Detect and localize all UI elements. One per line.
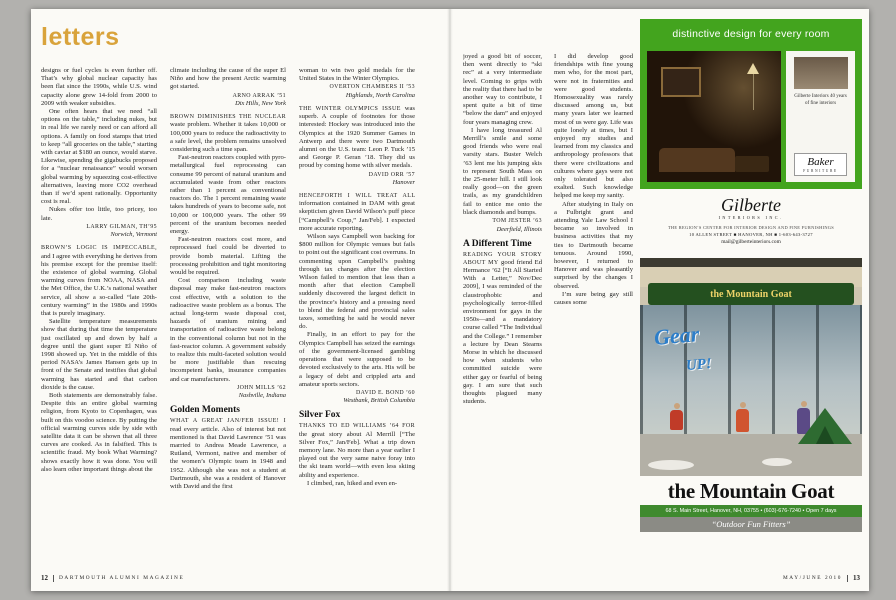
letter-lead-in: THANKS TO ED WILLIAMS ’64 FOR: [299, 423, 415, 430]
signature-place: Highlands, North Carolina: [345, 91, 415, 99]
snow-patch: [762, 458, 792, 466]
storefront-photo: [640, 258, 862, 476]
section-title: letters: [41, 23, 120, 51]
page-number-right: 13: [853, 574, 860, 582]
signature-place: Norwich, Vermont: [110, 231, 157, 239]
letter-lead-in: HENCEFORTH I WILL TREAT ALL: [299, 193, 415, 200]
letter-paragraph: After studying in Italy on a Fulbright grant and attending Yale Law School I became so involved in business activities that my ties to Dartmouth became tenuous. Around 1990, however, I returned to Hanover and was pleasantly surprised by the changes I observed.: [554, 200, 633, 290]
mannequin-orange: [736, 402, 749, 432]
letter-lead-in: THE WINTER OLYMPICS ISSUE: [299, 105, 405, 112]
gilberte-ad-body: [647, 51, 855, 182]
gilberte-tagline: THE REGION’S CENTER FOR INTERIOR DESIGN AND FINE FURNISHINGS: [667, 225, 835, 230]
issue-date: MAY/JUNE 2010: [782, 575, 842, 581]
letter-paragraph: I did develop good friendships with fine young men who, for the most part, were not in fraternities and were good students. Homosexuality was rarely discussed among us, but many years later we learned most of us were gay. Life was quite lonely at times, but I enjoyed my studies and learned from my classics and anthropology professors that there were civilizations and cultures where gays were not only tolerated but also exalted. Such knowledge helped me keep my sanity.: [554, 53, 633, 200]
letter-paragraph: Fast-neutron reactors coupled with pyro-metallurgical fuel reprocessing can consume 99 percent of natural uranium and accumulated waste from other reactors rather than 1 percent as conventional reactors do. The 1 percent remaining waste takes hundreds of years to become safe, not 10,000 or 100,000 years. The other 99 percent of the uranium becomes needed energy.: [170, 154, 286, 235]
folio-right: [783, 574, 860, 582]
baker-logo-subtext: FURNITURE: [803, 169, 838, 173]
page-right: [450, 9, 869, 591]
magazine-spread: [31, 9, 869, 591]
lamp-shade-shape: [747, 63, 759, 74]
letter-paragraph: Fast-neutron reactors cost more, and reprocessed fuel could be diverted to provide bomb material. Lifting the processing prohibition and tight monitoring would be required.: [170, 236, 286, 276]
mountain-goat-ad: [640, 258, 862, 532]
letter-paragraph: THANKS TO ED WILLIAMS ’64 FOR the great story about Al Merrill [“The Silver Fox,” Jan/Feb]. What a trip down memory lane. No more than a year earlier I played out the very same naive foray into the ski team world—with even less skiing ability and experience.: [299, 423, 415, 479]
text-column-5: [554, 53, 633, 565]
signature-place: Hanover: [392, 179, 415, 187]
letter-paragraph: WHAT A GREAT JAN/FEB ISSUE! I read every article. Also of interest but not mentioned is that David Lawrence ’51 was married to Andrea Meade Lawrence, a Rutland, Vermont, native and member of the women’s Olympic team in 1948 and 1952. Although she was not a student at Dartmouth, she was a resident of Hanover with David and the first: [170, 418, 286, 490]
letter-paragraph: designs or fuel cycles is even further off. That’s why global nuclear capacity has been flat since the 1990s, while U.S. wind capacity alone grew 14-fold from 2000 to 2009 with weaker subsidies.: [41, 67, 157, 107]
signature-place: Deerfield, Illinois: [496, 225, 542, 233]
signature-name: DAVID ORR ’57: [368, 171, 415, 178]
gilberte-ad-side-panel: [786, 51, 855, 182]
gilberte-email: mail@gilberteinteriors.com: [721, 239, 781, 245]
letter-paragraph: Finally, in an effort to pay for the Olympics Campbell has seized the earnings of the government-licensed gambling operations that were supposed to be devoted exclusively to the arts. His will be a legacy of debt and crippled arts and amateur sports sectors.: [299, 331, 415, 388]
signature-name: DAVID E. BOND ’60: [355, 389, 415, 396]
letter-signature: [299, 84, 415, 99]
letter-paragraph: BROWN DIMINISHES THE NUCLEAR waste problem. Whether it takes 10,000 or 100,000 years to reduce the radioactivity to a safe level, the problem remains unsolved considering such a time span.: [170, 114, 286, 153]
person-head: [801, 401, 807, 407]
letter-paragraph: I’m sure being gay still causes some: [554, 290, 633, 307]
letter-signature: [299, 172, 415, 187]
folio-left: [41, 574, 184, 582]
furniture-room-photo: [647, 51, 781, 182]
letter-signature: [299, 390, 415, 405]
signature-name: OVERTON CHAMBERS II ’53: [329, 84, 415, 91]
gilberte-logo-area: [640, 189, 862, 245]
letter-paragraph: One often hears that we need “all options on the table,” including nukes, but in real life we rarely need or can afford all options. A family on food stamps that tried to keep “all groceries on the table,” starting with caviar at $180 an ounce, would starve. Likewise, spending the gigabucks proposed for a “nuclear renaissance” would worsen global warming by squeezing cost-effective alternatives, leaving more CO2 overhead than if we’d spent rationally. Opportunity cost is real.: [41, 108, 157, 206]
letter-paragraph: woman to win two gold medals for the United States in the Winter Olympics.: [299, 67, 415, 83]
letter-subheading: A Different Time: [463, 238, 532, 249]
page-left: [31, 9, 450, 591]
table-shape: [735, 156, 769, 172]
snow-patch: [648, 460, 694, 470]
text-column-4: [463, 53, 542, 565]
letter-paragraph: HENCEFORTH I WILL TREAT ALL information contained in DAM with great skepticism given David Wilson’s puff piece [“Campbell’s Coup,” Jan/Feb]. I expected more accurate reporting.: [299, 193, 415, 232]
folio-divider: [53, 575, 54, 582]
letter-paragraph: BROWN’S LOGIC IS IMPECCABLE, and I agree with everything he derives from his premise except for the premise itself: the existence of global warming. Global warming curves from NOAA, NASA and the Met Office, the U.K.’s national weather service, all show a so-called “late 20th-century warming” in the 1980s and 1990s that is purely imaginary.: [41, 245, 157, 317]
mannequin-jacket: [736, 409, 749, 432]
letters-columns-right: [463, 53, 633, 565]
gilberte-logo-subtext: INTERIORS INC.: [718, 215, 784, 220]
text-column-1: [41, 67, 157, 563]
signature-name: LARRY GILMAN, TH’95: [86, 223, 157, 230]
mannequin-jacket: [670, 410, 683, 430]
folio-divider: [847, 575, 848, 582]
mountain-goat-store-name: the Mountain Goat: [667, 479, 835, 503]
letter-paragraph: Both statements are demonstrably false. Despite this an entire global warming religion, from Kyoto to Copenhagen, was built on this voodoo science. By putting the official warming curves side by side with satellite data it can be shown that all three curves are cooked. As in falsified. This is scientific fraud. My book What Warming? shows exactly how it was done. You will also learn other important things about the: [41, 392, 157, 473]
window-text-up: UP!: [685, 355, 713, 375]
gilberte-ad-green-panel: [640, 19, 862, 189]
signature-name: JOHN MILLS ’62: [236, 384, 286, 391]
tent-door-shape: [816, 426, 834, 444]
letter-paragraph: THE WINTER OLYMPICS ISSUE was superb. A couple of footnotes for those interested: Hockey was introduced into the Olympics at the 1920 Summer Games in Antwerp and there were two Dartmouth alumni on the U.S. team: Leon P. Tuck ’15 and George P. Geran ’18. They did us proud by coming home with silver medals.: [299, 104, 415, 170]
letter-signature: [170, 385, 286, 400]
text-column-3: [299, 67, 415, 563]
baker-furniture-logo: [794, 153, 847, 176]
side-photo: [794, 57, 848, 89]
letter-lead-in: READING YOUR STORY ABOUT MY: [463, 251, 542, 266]
letter-lead-in: WHAT A GREAT JAN/FEB ISSUE! I: [170, 418, 286, 425]
signature-place: Westbank, British Columbia: [343, 397, 415, 405]
baker-logo-name: Baker: [807, 156, 834, 168]
gilberte-ad-headline: distinctive design for every room: [672, 28, 830, 40]
letter-paragraph: climate including the cause of the super El Niño and how the present Arctic warming got started.: [170, 67, 286, 91]
letter-lead-in: BROWN DIMINISHES THE NUCLEAR: [170, 114, 286, 121]
letter-signature: [463, 218, 542, 233]
letter-paragraph: Cost comparison including waste disposal may make fast-neutron reactors cost effective, with a solution to the radioactive waste problem as a bonus. The actual long-term waste disposal cost, hazards of uranium mining and transportation of radioactive waste belong in the conventional column but not in the fast-reactor column. A government subsidy to realize this multi-faceted solution would be more justifiable than rescuing incompetent banks, insurance companies and car manufacturers.: [170, 277, 286, 383]
letters-columns-left: [41, 67, 415, 563]
advertisement-column: [640, 19, 862, 532]
mannequin-head: [674, 403, 680, 409]
letter-paragraph: Satellite temperature measurements show that during that time the temperature just oscillated up and down by half a degree until the giant super El Niño of 1998 showed up. Yet in the middle of this period NASA’s James Hansen gets up in front of the Senate and testifies that global warming has started and that carbon dioxide is the cause.: [41, 318, 157, 391]
gilberte-logo: Gilberte: [721, 195, 781, 215]
letter-lead-in: BROWN’S LOGIC IS IMPECCABLE,: [41, 245, 157, 252]
storefront-sign: [648, 283, 854, 305]
signature-name: TOM JESTER ’63: [492, 218, 542, 225]
letter-paragraph: I have long treasured Al Merrill’s smile and some good friends who were real varsity stars. Buster Welch ’63 lent me his jumping skis to represent South Mass on the 25-meter hill. I still look really good—on the green trails, as my grandchildren fail to entice me onto the black diamonds and bumps.: [463, 126, 542, 216]
text-column-2: [170, 67, 286, 563]
magazine-name: DARTMOUTH ALUMNI MAGAZINE: [59, 575, 185, 581]
roofline-shape: [640, 258, 862, 267]
gilberte-photo-caption: Gilberte Interiors 40 years of fine interiors: [794, 94, 847, 106]
gilberte-interiors-ad: [640, 19, 862, 245]
mannequin-red: [670, 403, 683, 430]
signature-place: Dix Hills, New York: [235, 100, 286, 108]
mannequin-head: [740, 402, 746, 408]
page-number-left: 12: [41, 574, 48, 582]
letter-signature: [170, 93, 286, 108]
mountain-goat-address: 68 S. Main Street, Hanover, NH, 03755 • (603)-676-7240 • Open 7 days: [640, 505, 862, 517]
picture-frame-shape: [661, 67, 701, 97]
letter-paragraph: Wilson says Campbell won backing for $800 million for Olympic venues but fails to point out the significant cost overruns. In commenting upon Campbell’s pushing through tax changes after the election Wilson failed to mention that less than a month after that election Campbell suddenly discovered the largest deficit in the province’s history and a pressing need to blend the federal and provincial sales taxes, something he said he would never do.: [299, 233, 415, 331]
letter-paragraph: READING YOUR STORY ABOUT MY good friend Ed Hermance ’62 [“It All Started With a Letter,” Nov/Dec 2009], I was reminded of the claustrophobic and psychologically terror-filled environment for gays in the 1950s—and a mandatory course called “The Individual and the College.” I remember a lecture by Dean Stearns Morse in which he discussed how when students who committed suicide were either gay or fearful of being gay. I am sure that such thoughts plagued many students.: [463, 251, 542, 406]
gilberte-address: 10 ALLEN STREET ■ HANOVER, NH ■ 1-603-643-3727: [689, 232, 813, 237]
letter-paragraph: Nukes offer too little, too pricey, too late.: [41, 206, 157, 222]
storefront-sign-text: the Mountain Goat: [710, 288, 792, 300]
letter-paragraph: joyed a good bit of soccer, then went directly to “ski rec” at a very intermediate level. Coming to grips with the reality that there had to be another way to contribute, I spent quite a bit of time “below the dam” and enjoyed four years managing crew.: [463, 53, 542, 126]
window-text-gear: Gear: [652, 321, 701, 350]
sofa-shape: [659, 148, 735, 172]
letter-paragraph: I climbed, ran, hiked and even en-: [307, 479, 398, 487]
letter-subheading: Golden Moments: [170, 405, 240, 416]
letter-subheading: Silver Fox: [299, 410, 341, 421]
signature-name: ARNO ARRAK ’51: [232, 92, 286, 99]
mountain-goat-tagline: “Outdoor Fun Fitters”: [640, 517, 862, 532]
signature-place: Nashville, Indiana: [238, 392, 286, 400]
lamp-stem-shape: [753, 74, 754, 110]
letter-signature: [41, 224, 157, 239]
